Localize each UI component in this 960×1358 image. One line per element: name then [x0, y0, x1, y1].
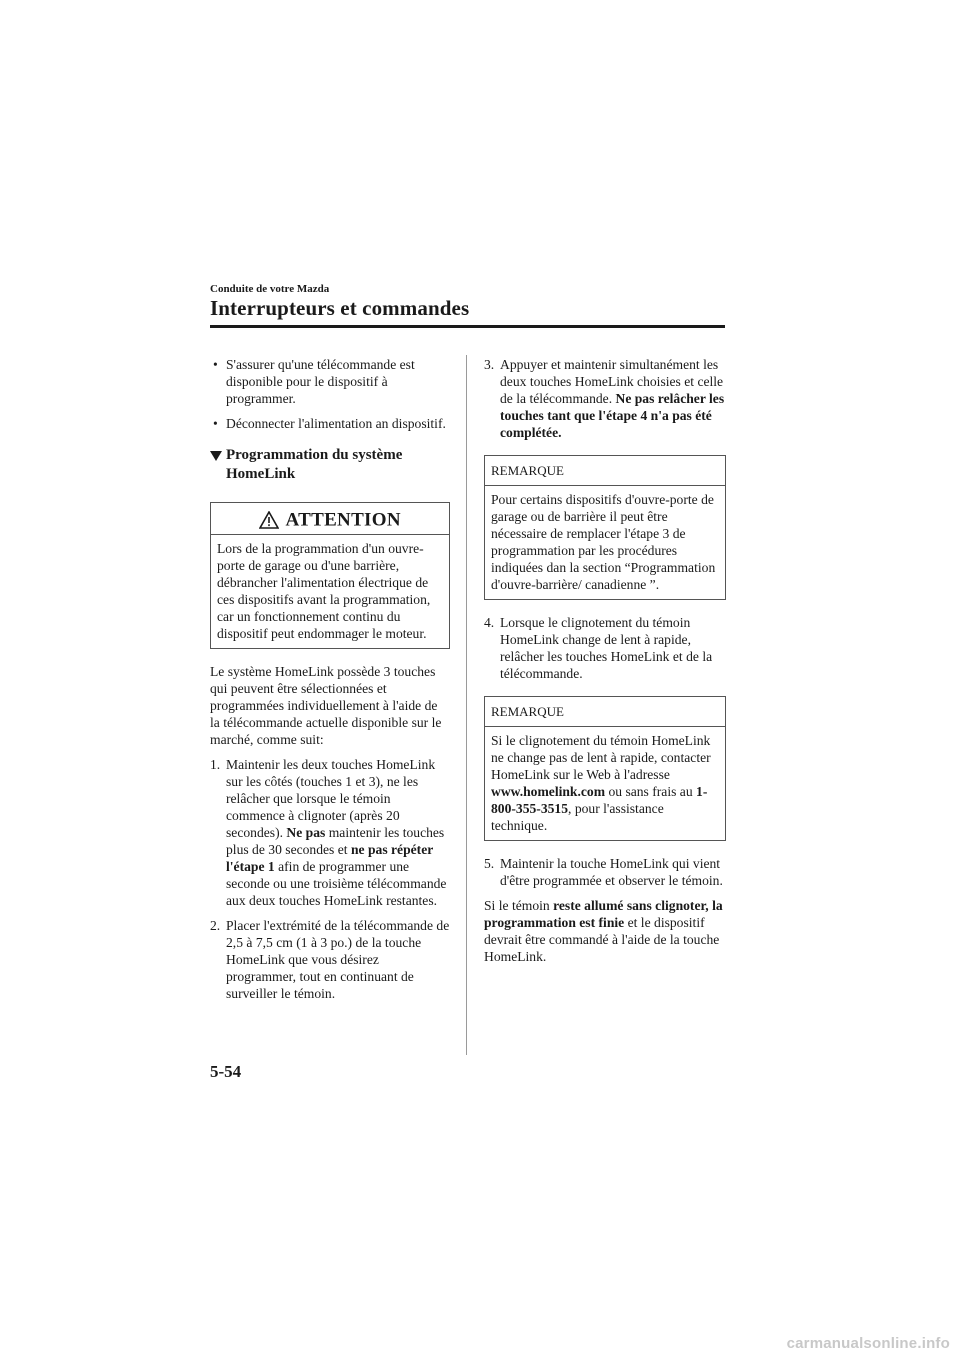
- note-box: [484, 696, 726, 841]
- section-label: Conduite de votre Mazda: [210, 283, 330, 295]
- triangle-down-icon: [210, 451, 222, 461]
- step-text: Lorsque le clignotement du témoin HomeLink change de lent à rapide, relâcher les touches HomeLink et de la télécommande.: [500, 615, 713, 681]
- bullet-item: [210, 415, 450, 432]
- step-text: Placer l'extrémité de la télécommande de 2,5 à 7,5 cm (1 à 3 po.) de la touche HomeLink que vous désirez programmer, tout en continuant de surveiller le témoin.: [226, 917, 450, 1001]
- step-3: [484, 356, 726, 441]
- section-heading: [210, 446, 450, 484]
- step-text: Maintenir la touche HomeLink qui vient d'être programmée et observer le témoin.: [500, 856, 723, 888]
- bullet-text: S'assurer qu'une télécommande est disponible pour le dispositif à programmer.: [226, 357, 415, 406]
- step-4: [484, 614, 726, 682]
- bullet-icon: •: [213, 416, 218, 431]
- attention-box: [210, 502, 450, 649]
- attention-label: ATTENTION: [285, 509, 401, 531]
- watermark: carmanualsonline.info: [786, 1335, 950, 1352]
- bullet-icon: •: [213, 357, 218, 372]
- note-text: Si le clignotement du témoin HomeLink ne change pas de lent à rapide, contacter HomeLink sur le Web à l'adresse www.homelink.com ou sans frais au 1-800-355-3515, pour l'assistance technique.: [491, 733, 711, 833]
- step-number: 4.: [484, 615, 495, 630]
- bullet-item: [210, 356, 450, 407]
- page-number: 5-54: [210, 1062, 242, 1081]
- attention-header: [211, 503, 449, 535]
- note-box: [484, 455, 726, 600]
- right-column: [484, 356, 726, 973]
- final-paragraph: Si le témoin reste allumé sans clignoter, la programmation est finie et le dispositif devrait être commandé à l'aide de la touche HomeLink.: [484, 898, 723, 964]
- step-number: 5.: [484, 856, 495, 871]
- step-number: 2.: [210, 917, 221, 933]
- step-text: Appuyer et maintenir simultanément les deux touches HomeLink choisies et celle de la télécommande. Ne pas relâcher les touches tant que l'étape 4 n'a pas été complétée.: [500, 357, 725, 440]
- phone-number: 1-800-355-3515: [491, 784, 708, 816]
- column-divider: [466, 355, 467, 1055]
- note-label: REMARQUE: [485, 456, 725, 486]
- warning-triangle-icon: [259, 511, 279, 529]
- step-text: Maintenir les deux touches HomeLink sur les côtés (touches 1 et 3), ne les relâcher que lorsque le témoin commence à clignoter (après 20 secondes). Ne pas maintenir les touches plus de 30 secondes et ne pas répéter l'étape 1 afin de programmer une seconde ou une troisième télécommande aux deux touches HomeLink restantes.: [226, 756, 447, 908]
- left-column: [210, 356, 450, 1010]
- bullet-text: Déconnecter l'alimentation an dispositif.: [226, 416, 446, 431]
- step-1: [210, 756, 450, 909]
- step-2: [210, 917, 450, 1002]
- step-number: 3.: [484, 357, 495, 372]
- step-5: [484, 855, 726, 889]
- page-title: Interrupteurs et commandes: [210, 296, 470, 320]
- step-number: 1.: [210, 756, 221, 772]
- note-label: REMARQUE: [485, 697, 725, 727]
- intro-paragraph: Le système HomeLink possède 3 touches qui peuvent être sélectionnées et programmées individuellement à l'aide de la télécommande actuelle disponible sur le marché, comme suit:: [210, 663, 442, 747]
- website-link: www.homelink.com: [491, 784, 606, 799]
- attention-text: Lors de la programmation d'un ouvre-porte de garage ou d'une barrière, débrancher l'alimentation électrique de ces dispositifs avant la programmation, car un fonctionnement continu du dispositif peut endommager le moteur.: [217, 540, 431, 641]
- note-text: Pour certains dispositifs d'ouvre-porte de garage ou de barrière il peut être nécessaire de remplacer l'étape 3 de programmation par les procédures indiquées dan la section “Programmation d'ouvre-barrière/ canadienne ”.: [491, 492, 716, 592]
- section-heading-text: Programmation du système HomeLink: [226, 447, 403, 482]
- title-rule: [210, 325, 725, 328]
